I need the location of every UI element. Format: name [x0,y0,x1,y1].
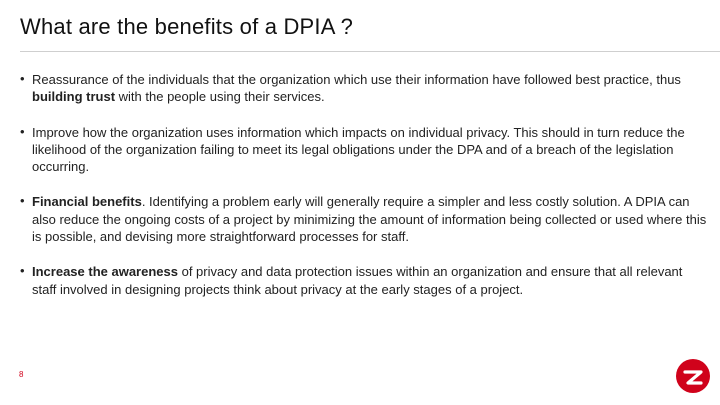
bullet-text: . Identifying a problem early will generally require a simpler and less costly solution. A DPIA can also reduce the ongoing costs of a project by minimizing the amount of information being collected or used where this is possible, and devising more straightforward processes for staff. [32,194,707,245]
bullet-item [20,124,710,176]
bullet-text: with the people using their services. [115,89,325,105]
slide-title: What are the benefits of a DPIA ? [20,14,354,39]
red-circle-logo-icon [675,358,711,394]
bullet-text: Improve how the organization uses information which impacts on individual privacy. This should in turn reduce the likelihood of the organization failing to meet its legal obligations under the DPA and of a breach of the legislation occurring. [32,124,685,175]
bullet-item [20,193,710,245]
bullet-bold-text: Increase the awareness [32,264,178,280]
bullet-bold-text: Financial benefits [32,194,142,210]
bullet-dot: • [20,123,25,139]
bullet-list [20,71,710,298]
bullet-text: of privacy and data protection issues within an organization and ensure that all relevant staff involved in designing projects think about privacy at the early stages of a project. [32,264,683,297]
bullet-dot: • [20,71,25,86]
page-number: 8 [19,370,24,379]
bullet-dot: • [20,263,25,279]
bullet-bold-text: building trust [32,89,116,105]
bullet-item [20,71,710,106]
bullet-text: Reassurance of the individuals that the organization which use their information have followed best practice, thus [32,72,681,87]
bullet-item [20,263,710,298]
bullet-dot: • [20,193,25,209]
title-divider [20,51,720,52]
